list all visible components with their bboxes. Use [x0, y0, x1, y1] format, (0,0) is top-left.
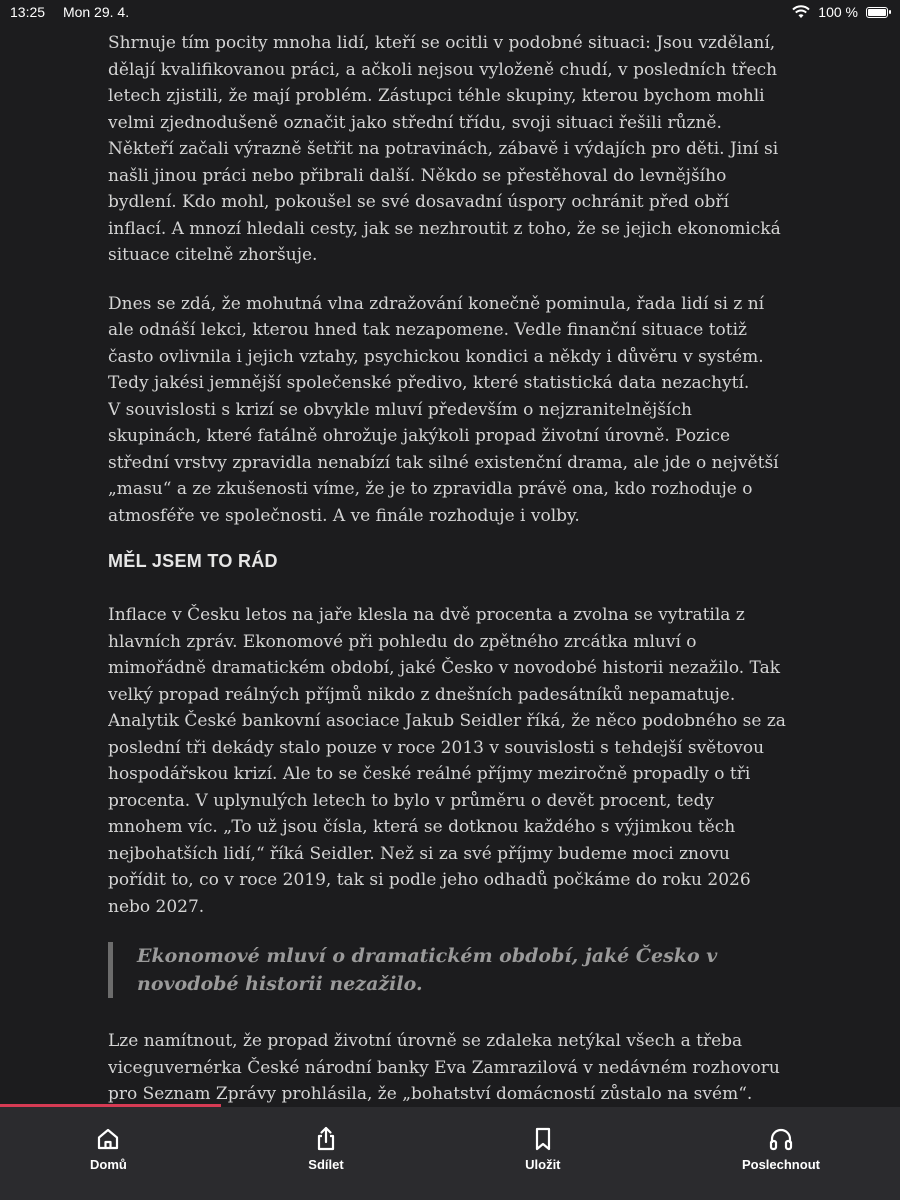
listen-button[interactable] [742, 1125, 820, 1200]
status-left [10, 4, 143, 20]
article-body[interactable] [108, 30, 788, 1104]
article-paragraph: Lze namítnout, že propad životní úrovně se zdaleka netýkal všech a třeba viceguvernérka České národní banky Eva Zamrazilová v nedávném rozhovoru pro Seznam Zprávy prohlásila, že „bohatství domácností zůstalo na svém“. [108, 1031, 780, 1104]
share-icon [312, 1125, 340, 1153]
pull-quote: Ekonomové mluví o dramatickém období, jaké Česko v novodobé historii nezažilo. [108, 942, 788, 998]
article-subheading: MĚL JSEM TO RÁD [108, 551, 278, 571]
home-icon [94, 1125, 122, 1153]
share-label: Sdílet [308, 1157, 344, 1172]
bottom-toolbar [0, 1107, 900, 1200]
home-button[interactable] [90, 1125, 127, 1200]
battery-icon [866, 7, 888, 18]
article-paragraph: Shrnuje tím pocity mnoha lidí, kteří se ocitli v podobné situaci: Jsou vzdělaní, dělají kvalifikovanou práci, a ačkoli nejsou vyloženě chudí, v posledních třech letech zjistili, že mají problém. Zástupci téhle skupiny, kterou bychom mohli velmi zjednodušeně označit jako střední třídu, svoji situaci řešili různě. Někteří začali výrazně šetřit na potravinách, zábavě i výdajích pro děti. Jiní si našli jinou práci nebo přibrali další. Někdo se přestěhoval do levnějšího bydlení. Kdo mohl, pokoušel se své dosavadní úspory ochránit před obří inflací. A mnozí hledali cesty, jak se nezhroutit z toho, že se jejich ekonomická situace citelně zhoršuje. [108, 33, 781, 265]
article-paragraph: Inflace v Česku letos na jaře klesla na dvě procenta a zvolna se vytratila z hlavních zpráv. Ekonomové při pohledu do zpětného zrcátka mluví o mimořádně dramatickém období, jaké Česko v novodobé historii nezažilo. Tak velký propad reálných příjmů nikdo z dnešních padesátníků nepamatuje. Analytik České bankovní asociace Jakub Seidler říká, že něco podobného se za poslední tři dekády stalo pouze v roce 2013 v souvislosti s tehdejší světovou hospodářskou krizí. Ale to se české reálné příjmy meziročně propadly o tři procenta. V uplynulých letech to bylo v průměru o devět procent, tedy mnohem víc. „To už jsou čísla, která se dotknou každého s výjimkou těch nejbohatších lidí,“ říká Seidler. Než si za své příjmy budeme moci znovu pořídit to, co v roce 2019, tak si podle jeho odhadů počkáme do roku 2026 nebo 2027. [108, 605, 786, 917]
status-time: 13:25 [10, 4, 46, 20]
headphones-icon [767, 1125, 795, 1153]
home-label: Domů [90, 1157, 127, 1172]
share-button[interactable] [308, 1125, 343, 1200]
article-paragraph: Dnes se zdá, že mohutná vlna zdražování konečně pominula, řada lidí si z ní ale odnáší lekci, kterou hned tak nezapomene. Vedle finanční situace totiž často ovlivnila i jejich vztahy, psychickou kondici a někdy i důvěru v systém. Tedy jakési jemnější společenské předivo, které statistická data nezachytí. [108, 293, 765, 393]
status-right [792, 4, 888, 20]
status-date: Mon 29. 4. [62, 4, 130, 20]
bookmark-icon [529, 1125, 557, 1153]
save-button[interactable] [525, 1125, 560, 1200]
save-label: Uložit [525, 1157, 561, 1172]
listen-label: Poslechnout [741, 1157, 820, 1172]
article-paragraph: V souvislosti s krizí se obvykle mluví především o nejzranitelnějších skupinách, které fatálně ohrožuje jakýkoli propad životní úrovně. Pozice střední vrstvy zpravidla nenabízí tak silné existenční drama, ale jde o největší „masu“ a ze zkušenosti víme, že je to zpravidla právě ona, kdo rozhoduje o atmosféře ve společnosti. A ve finále rozhoduje i volby. [108, 399, 779, 526]
wifi-icon [792, 5, 810, 19]
status-bar [0, 0, 900, 24]
battery-fill [868, 9, 886, 16]
battery-percent: 100 % [818, 4, 858, 20]
